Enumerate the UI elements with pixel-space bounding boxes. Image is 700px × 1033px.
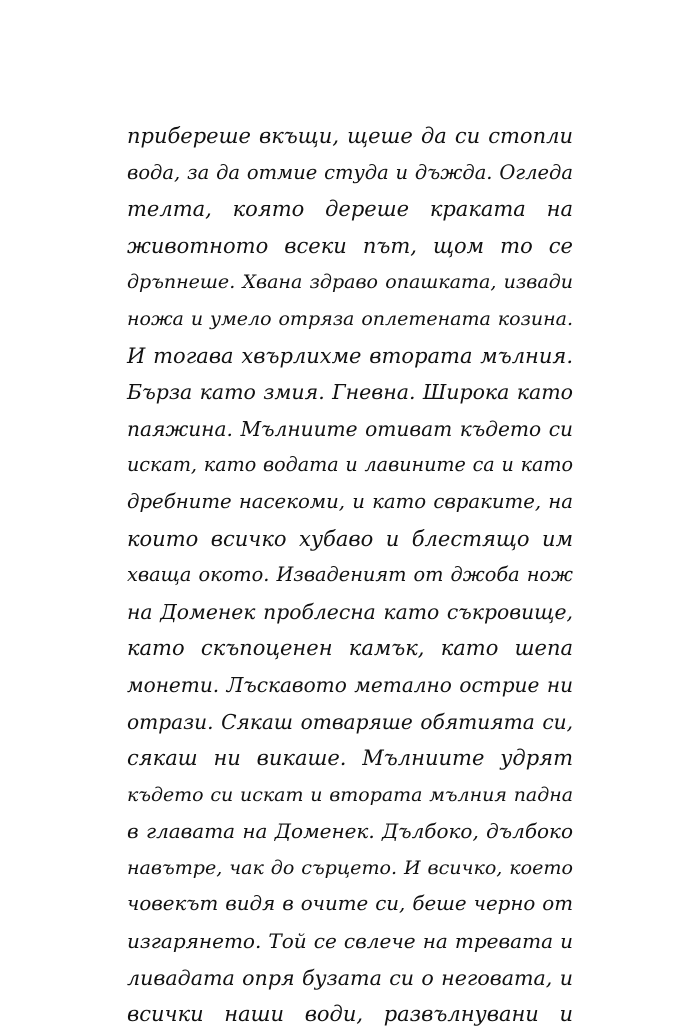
text-line: отрази. Сякаш отваряше обятията си, [127,709,573,734]
text-line: животното всеки път, щом то се [127,233,573,258]
text-line: дръпнеше. Хвана здраво опашката, извади [127,271,573,294]
text-line: в главата на Доменек. Дълбоко, дълбоко [127,819,573,844]
text-line: човекът видя в очите си, беше черно от [127,892,573,916]
text-line: ливадата опря бузата си о неговата, и [127,965,573,990]
text-line: навътре, чак до сърцето. И всичко, което [127,856,573,879]
text-line: на Доменек проблесна като съкровище, [127,599,573,624]
text-line: дребните насекоми, и като свраките, на [127,489,573,513]
text-line: всички наши води, развълнувани и [127,1002,573,1027]
text-line: където си искат и втората мълния падна [127,783,573,806]
text-line: изгарянето. Той се свлече на тревата и [127,929,573,954]
text-line: искат, като водата и лавините са и като [127,453,573,477]
body-text [127,118,573,1033]
text-line: монети. Лъскавото метално острие ни [127,672,573,697]
text-line: паяжина. Мълниите отиват където си [127,416,573,441]
text-line: които всичко хубаво и блестящо им [127,526,573,551]
text-line: хваща окото. Извадeният от джоба нож [127,563,573,587]
text-line: прибереше вкъщи, щеше да си стопли [127,124,573,148]
text-line: сякаш ни викаше. Мълниите удрят [127,746,573,771]
text-line: И тогава хвърлихме втората мълния. [127,343,573,368]
text-line: ножа и умело отряза оплетената козина. [127,307,573,330]
text-line: телта, която дереше краката на [127,197,573,222]
text-line: като скъпоценен камък, като шепа [127,636,573,661]
text-line: Бърза като змия. Гневна. Широка като [127,380,573,405]
text-line: вода, за да отмие студа и дъжда. Огледа [127,160,573,184]
